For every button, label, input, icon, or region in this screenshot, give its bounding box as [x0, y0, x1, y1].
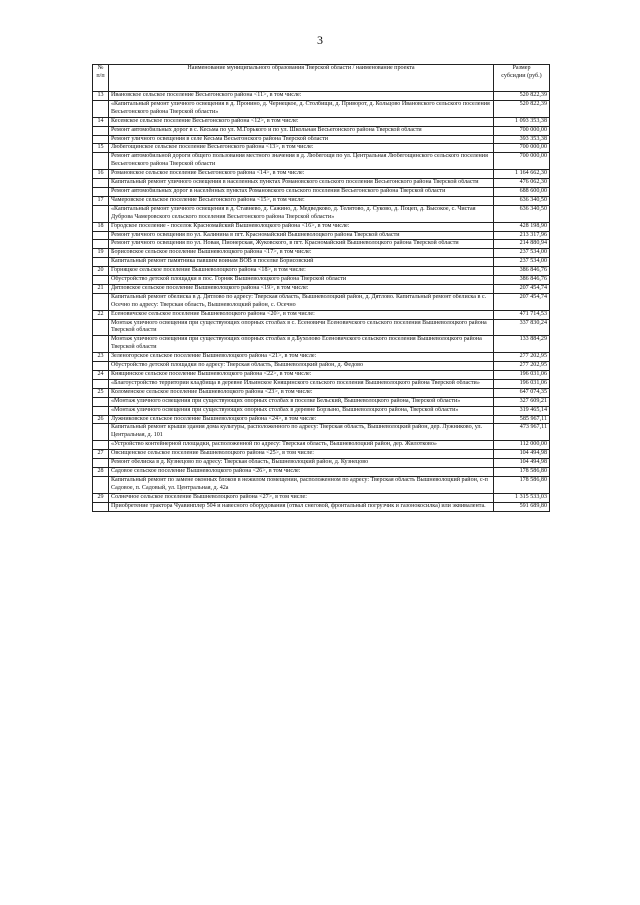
- row-number: 28: [93, 467, 109, 476]
- project-row: [93, 319, 550, 336]
- municipality-row: [93, 144, 550, 153]
- municipality-row: [93, 415, 550, 424]
- project-row: [93, 179, 550, 188]
- row-amount: 207 454,74: [494, 293, 550, 310]
- row-amount: 585 967,11: [494, 415, 550, 424]
- row-name: «Благоустройство территории кладбища в деревне Ильинское Княщинского сельского поселения Вышневолоцкого района Тверской области»: [109, 379, 494, 388]
- row-name: «Монтаж уличного освещения при существующих опорных столбах в поселке Бельский, Вышневолоцкого района, Тверской области»: [109, 397, 494, 406]
- row-name: Есеновичское сельское поселение Вышневолоцкого района <20>, в том числе:: [109, 310, 494, 319]
- row-amount: 337 830,24: [494, 319, 550, 336]
- row-number: [93, 126, 109, 135]
- row-number: [93, 441, 109, 450]
- row-number: [93, 293, 109, 310]
- project-row: [93, 293, 550, 310]
- project-row: [93, 459, 550, 468]
- row-name: Коломенское сельское поселение Вышневолоцкого района <23>, в том числе:: [109, 388, 494, 397]
- project-row: [93, 187, 550, 196]
- page-number: 3: [317, 33, 323, 47]
- header-number: № п/п: [93, 65, 109, 92]
- row-name: «Устройство контейнерной площадки, расположенной по адресу: Тверская область, Вышневолоцкий район, дер. Жилотково»: [109, 441, 494, 450]
- row-name: Кесемское сельское поселение Весьегонского района <12>, в том числе:: [109, 117, 494, 126]
- row-amount: 636 340,50: [494, 196, 550, 205]
- municipality-row: [93, 196, 550, 205]
- row-name: Солнечное сельское поселение Вышневолоцкого района <27>, в том числе:: [109, 493, 494, 502]
- municipality-row: [93, 249, 550, 258]
- row-name: Овсищенское сельское поселение Вышневолоцкого района <25>, в том числе:: [109, 450, 494, 459]
- row-amount: 471 714,53: [494, 310, 550, 319]
- project-row: [93, 258, 550, 267]
- row-number: [93, 187, 109, 196]
- row-number: [93, 459, 109, 468]
- row-number: 13: [93, 92, 109, 101]
- row-number: 27: [93, 450, 109, 459]
- row-amount: 237 534,00: [494, 249, 550, 258]
- row-name: Обустройство детской площадки по адресу: Тверская область, Вышневолоцкий район, д. Федово: [109, 362, 494, 371]
- row-number: 14: [93, 117, 109, 126]
- project-row: [93, 153, 550, 170]
- project-row: [93, 135, 550, 144]
- row-amount: 104 494,98: [494, 459, 550, 468]
- row-number: 26: [93, 415, 109, 424]
- row-number: [93, 336, 109, 353]
- project-row: [93, 502, 550, 511]
- row-amount: 178 586,80: [494, 467, 550, 476]
- municipality-row: [93, 92, 550, 101]
- project-row: [93, 441, 550, 450]
- row-number: [93, 205, 109, 222]
- row-amount: 428 198,90: [494, 222, 550, 231]
- header-name: Наименование муниципального образования Тверской области / наименование проекта: [109, 65, 494, 92]
- row-amount: 636 340,50: [494, 205, 550, 222]
- project-row: [93, 205, 550, 222]
- row-name: Ремонт автомобильных дорог в с. Кесьма по ул. М.Горького и по ул. Школьная Весьегонского района Тверской области: [109, 126, 494, 135]
- row-number: [93, 258, 109, 267]
- row-amount: 700 000,00: [494, 153, 550, 170]
- row-name: Ремонт уличного освещения в селе Кесьма Весьегонского района Тверской области: [109, 135, 494, 144]
- row-name: Зеленогорское сельское поселение Вышневолоцкого района <21>, в том числе:: [109, 353, 494, 362]
- row-amount: 213 317,96: [494, 231, 550, 240]
- row-name: Монтаж уличного освещения при существующих опорных столбах в д.Бухолово Есеновичского сельского поселения Вышневолоцкого района Тверской области: [109, 336, 494, 353]
- row-name: Ремонт уличного освещения по ул. Новая, Пионерская, Жуковского, в пгт. Красномайский Вышневолоцкого района Тверской области: [109, 240, 494, 249]
- row-amount: 196 031,06: [494, 371, 550, 380]
- table-header-row: [93, 65, 550, 92]
- row-amount: 386 846,76: [494, 276, 550, 285]
- row-amount: 700 000,00: [494, 126, 550, 135]
- row-name: Горняцкое сельское поселение Вышневолоцкого района <18>, в том числе:: [109, 267, 494, 276]
- row-number: [93, 476, 109, 493]
- project-row: [93, 100, 550, 117]
- table-body: [93, 92, 550, 512]
- municipality-row: [93, 284, 550, 293]
- project-row: [93, 231, 550, 240]
- row-amount: 196 031,06: [494, 379, 550, 388]
- project-row: [93, 240, 550, 249]
- municipality-row: [93, 467, 550, 476]
- row-name: Ивановское сельское поселение Весьегонского района <11>, в том числе:: [109, 92, 494, 101]
- row-number: 19: [93, 249, 109, 258]
- row-name: Капитальный ремонт обелиска в д. Дятлово по адресу: Тверская область, Вышневолоцкий район, д. Дятлово. Капитальный ремонт обелиска в с. Осечно по адресу: Тверская область, Вышневолоцкий район, с. Осечно: [109, 293, 494, 310]
- row-amount: 1 093 353,38: [494, 117, 550, 126]
- row-name: «Капитальный ремонт уличного освещения в д. Ставнево, д. Сажино, д. Медведково, д. Телятово, д. Суково, д. Поцеп, д. Высокое, с. Чистая Дуброва Чамеровского сельского поселения Весьегонского района Тверской области»: [109, 205, 494, 222]
- row-amount: 386 846,76: [494, 267, 550, 276]
- row-amount: 647 074,35: [494, 388, 550, 397]
- row-number: 18: [93, 222, 109, 231]
- municipality-row: [93, 267, 550, 276]
- row-name: Ремонт автомобильной дороги общего пользования местного значения в д. Любегощи по ул. Центральная Любегощинского сельского поселения Весьегонского района Тверской области: [109, 153, 494, 170]
- header-amount: Размер субсидии (руб.): [494, 65, 550, 92]
- row-name: Обустройство детской площадки в пос. Горняк Вышневолоцкого района Тверской области: [109, 276, 494, 285]
- row-name: Монтаж уличного освещения при существующих опорных столбах в с. Есеновичи Есеновичского сельского поселения Вышневолоцкого района Тверской области: [109, 319, 494, 336]
- row-amount: 277 202,95: [494, 362, 550, 371]
- row-number: [93, 276, 109, 285]
- row-name: Капитальный ремонт по замене оконных блоков в нежилом помещении, расположенном по адресу: Тверская область Вышневолоцкий район, с-п Садовое, п. Садовый, ул. Центральная, д. 42а: [109, 476, 494, 493]
- project-row: [93, 406, 550, 415]
- row-number: [93, 362, 109, 371]
- row-amount: 700 000,00: [494, 144, 550, 153]
- project-row: [93, 424, 550, 441]
- subsidy-table: [92, 64, 550, 512]
- row-amount: 1 315 533,03: [494, 493, 550, 502]
- row-amount: 327 609,21: [494, 397, 550, 406]
- row-number: 15: [93, 144, 109, 153]
- row-name: «Монтаж уличного освещения при существующих опорных столбах в деревне Борзыно, Вышневолоцкого района, Тверской области»: [109, 406, 494, 415]
- row-name: Капитальный ремонт уличного освещения в населенных пунктах Романовского сельского поселения Весьегонского района Тверской области: [109, 179, 494, 188]
- row-amount: 237 534,00: [494, 258, 550, 267]
- row-number: [93, 502, 109, 511]
- row-number: 23: [93, 353, 109, 362]
- row-number: 16: [93, 170, 109, 179]
- municipality-row: [93, 450, 550, 459]
- row-number: [93, 319, 109, 336]
- row-amount: 520 822,39: [494, 92, 550, 101]
- row-amount: 688 600,00: [494, 187, 550, 196]
- row-number: 29: [93, 493, 109, 502]
- row-amount: 112 000,00: [494, 441, 550, 450]
- row-number: [93, 406, 109, 415]
- row-name: Капитальный ремонт крыши здания дома культуры, расположенного по адресу: Тверская область, Вышневолоцкий район, дер. Лужниково, ул. Центральная, д. 101: [109, 424, 494, 441]
- row-number: [93, 240, 109, 249]
- row-number: 20: [93, 267, 109, 276]
- row-amount: 520 822,39: [494, 100, 550, 117]
- row-number: 21: [93, 284, 109, 293]
- row-name: Дятловское сельское поселение Вышневолоцкого района <19>, в том числе:: [109, 284, 494, 293]
- municipality-row: [93, 388, 550, 397]
- row-number: [93, 135, 109, 144]
- row-name: Городское поселение - поселок Красномайский Вышневолоцкого района <16>, в том числе:: [109, 222, 494, 231]
- municipality-row: [93, 371, 550, 380]
- row-name: Любегощинское сельское поселение Весьегонского района <13>, в том числе:: [109, 144, 494, 153]
- row-name: «Капитальный ремонт уличного освещения в д. Пронино, д. Чернецкое, д. Столбищи, д. Приворот, д. Кольцово Ивановского сельского поселения Весьегонского района Тверской области»: [109, 100, 494, 117]
- row-name: Ремонт автомобильных дорог в населённых пунктах Романовского сельского поселения Весьегонского района Тверской области: [109, 187, 494, 196]
- row-amount: 214 880,94: [494, 240, 550, 249]
- row-number: 24: [93, 371, 109, 380]
- project-row: [93, 362, 550, 371]
- row-name: Ремонт обелиска в д. Кузнецово по адресу: Тверская область, Вышневолоцкий район, д. Кузнецово: [109, 459, 494, 468]
- municipality-row: [93, 222, 550, 231]
- row-amount: 133 884,29: [494, 336, 550, 353]
- row-number: 17: [93, 196, 109, 205]
- row-name: Княщинское сельское поселение Вышневолоцкого района <22>, в том числе:: [109, 371, 494, 380]
- municipality-row: [93, 493, 550, 502]
- row-number: 22: [93, 310, 109, 319]
- row-number: 25: [93, 388, 109, 397]
- row-name: Капитальный ремонт памятника павшим воинам ВОВ в поселке Борисовский: [109, 258, 494, 267]
- row-number: [93, 379, 109, 388]
- row-amount: 277 202,95: [494, 353, 550, 362]
- row-number: [93, 153, 109, 170]
- row-amount: 476 062,30: [494, 179, 550, 188]
- row-amount: 591 689,80: [494, 502, 550, 511]
- row-name: Лужниковское сельское поселение Вышневолоцкого района <24>, в том числе:: [109, 415, 494, 424]
- row-number: [93, 424, 109, 441]
- row-name: Чамеровское сельское поселение Весьегонского района <15>, в том числе:: [109, 196, 494, 205]
- municipality-row: [93, 117, 550, 126]
- row-amount: 473 967,11: [494, 424, 550, 441]
- row-amount: 178 586,80: [494, 476, 550, 493]
- project-row: [93, 336, 550, 353]
- row-amount: 319 465,14: [494, 406, 550, 415]
- row-number: [93, 100, 109, 117]
- project-row: [93, 397, 550, 406]
- row-number: [93, 397, 109, 406]
- project-row: [93, 476, 550, 493]
- municipality-row: [93, 170, 550, 179]
- row-name: Садовое сельское поселение Вышневолоцкого района <26>, в том числе:: [109, 467, 494, 476]
- municipality-row: [93, 310, 550, 319]
- row-amount: 1 164 662,30: [494, 170, 550, 179]
- project-row: [93, 276, 550, 285]
- row-name: Приобретение трактора Чуавинплер 504 и навесного оборудования (отвал снеговой, фронтальный погрузчик и газонокосилка) или эквивалента.: [109, 502, 494, 511]
- row-amount: 104 494,98: [494, 450, 550, 459]
- row-name: Ремонт уличного освещения по ул. Калинина в пгт. Красномайский Вышневолоцкого района Тверской области: [109, 231, 494, 240]
- project-row: [93, 126, 550, 135]
- row-name: Борисовское сельское поселение Вышневолоцкого района <17>, в том числе:: [109, 249, 494, 258]
- row-number: [93, 179, 109, 188]
- row-amount: 207 454,74: [494, 284, 550, 293]
- project-row: [93, 379, 550, 388]
- row-name: Романовское сельское поселение Весьегонского района <14>, в том числе:: [109, 170, 494, 179]
- row-amount: 393 353,38: [494, 135, 550, 144]
- row-number: [93, 231, 109, 240]
- municipality-row: [93, 353, 550, 362]
